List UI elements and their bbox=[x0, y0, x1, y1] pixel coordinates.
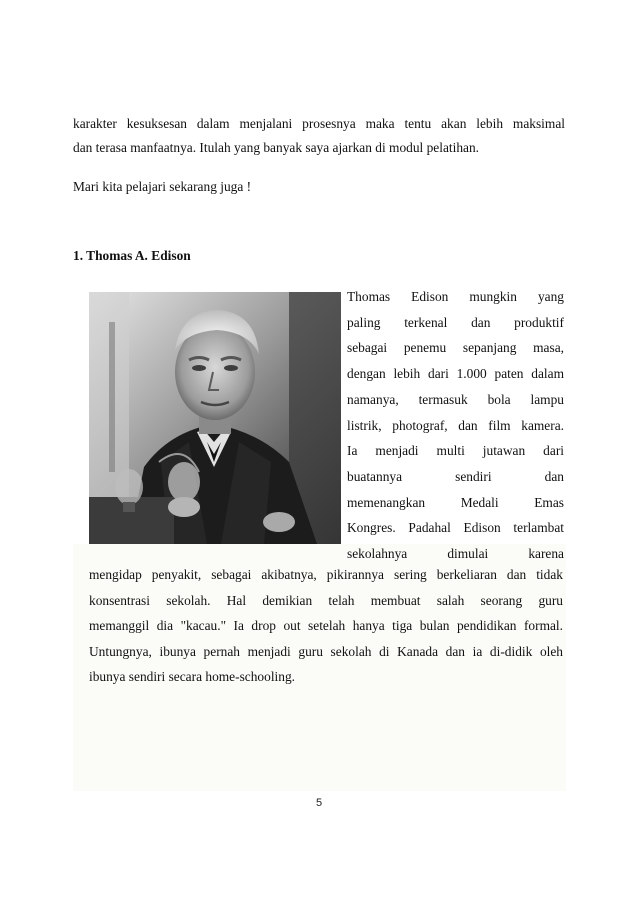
side-text-line: paling terkenal dan produktif bbox=[347, 314, 564, 330]
body-text-line: Untungnya, ibunya pernah menjadi guru sekolah di Kanada dan ia di-didik oleh bbox=[89, 643, 563, 659]
side-text-line: buatannya sendiri dan bbox=[347, 468, 564, 484]
body-text-line: ibunya sendiri secara home-schooling. bbox=[89, 669, 296, 684]
intro-line: dan terasa manfaatnya. Itulah yang banyak saya ajarkan di modul pelatihan. bbox=[73, 140, 480, 155]
side-text-line: sekolahnya dimulai karena bbox=[347, 546, 564, 562]
side-text-line: dengan lebih dari 1.000 paten dalam bbox=[347, 366, 564, 382]
portrait-photo-icon bbox=[89, 292, 341, 544]
side-text-line: Thomas Edison mungkin yang bbox=[347, 289, 564, 304]
side-text-column bbox=[347, 284, 564, 567]
side-text-line: memenangkan Medali Emas bbox=[347, 494, 564, 510]
section-heading: 1. Thomas A. Edison bbox=[73, 248, 191, 263]
body-text-continuation bbox=[89, 562, 563, 690]
page-number: 5 bbox=[315, 797, 323, 809]
intro-line: karakter kesuksesan dalam menjalani prosesnya maka tentu akan lebih maksimal bbox=[73, 116, 565, 131]
call-to-action-line: Mari kita pelajari sekarang juga ! bbox=[73, 179, 252, 194]
side-text-line: Kongres. Padahal Edison terlambat bbox=[347, 520, 564, 536]
side-text-line: namanya, termasuk bola lampu bbox=[347, 391, 564, 407]
body-text-line: konsentrasi sekolah. Hal demikian telah membuat salah seorang guru bbox=[89, 592, 563, 608]
side-text-line: sebagai penemu sepanjang masa, bbox=[347, 340, 564, 356]
call-to-action-paragraph bbox=[73, 175, 565, 199]
intro-paragraph bbox=[73, 112, 565, 160]
side-text-line: Ia menjadi multi jutawan dari bbox=[347, 443, 564, 459]
body-text-line: mengidap penyakit, sebagai akibatnya, pikirannya sering berkeliaran dan tidak bbox=[89, 567, 563, 582]
side-text-line: listrik, photograf, dan film kamera. bbox=[347, 417, 564, 433]
body-text-line: memanggil dia "kacau." Ia drop out setelah hanya tiga bulan pendidikan formal. bbox=[89, 618, 563, 633]
